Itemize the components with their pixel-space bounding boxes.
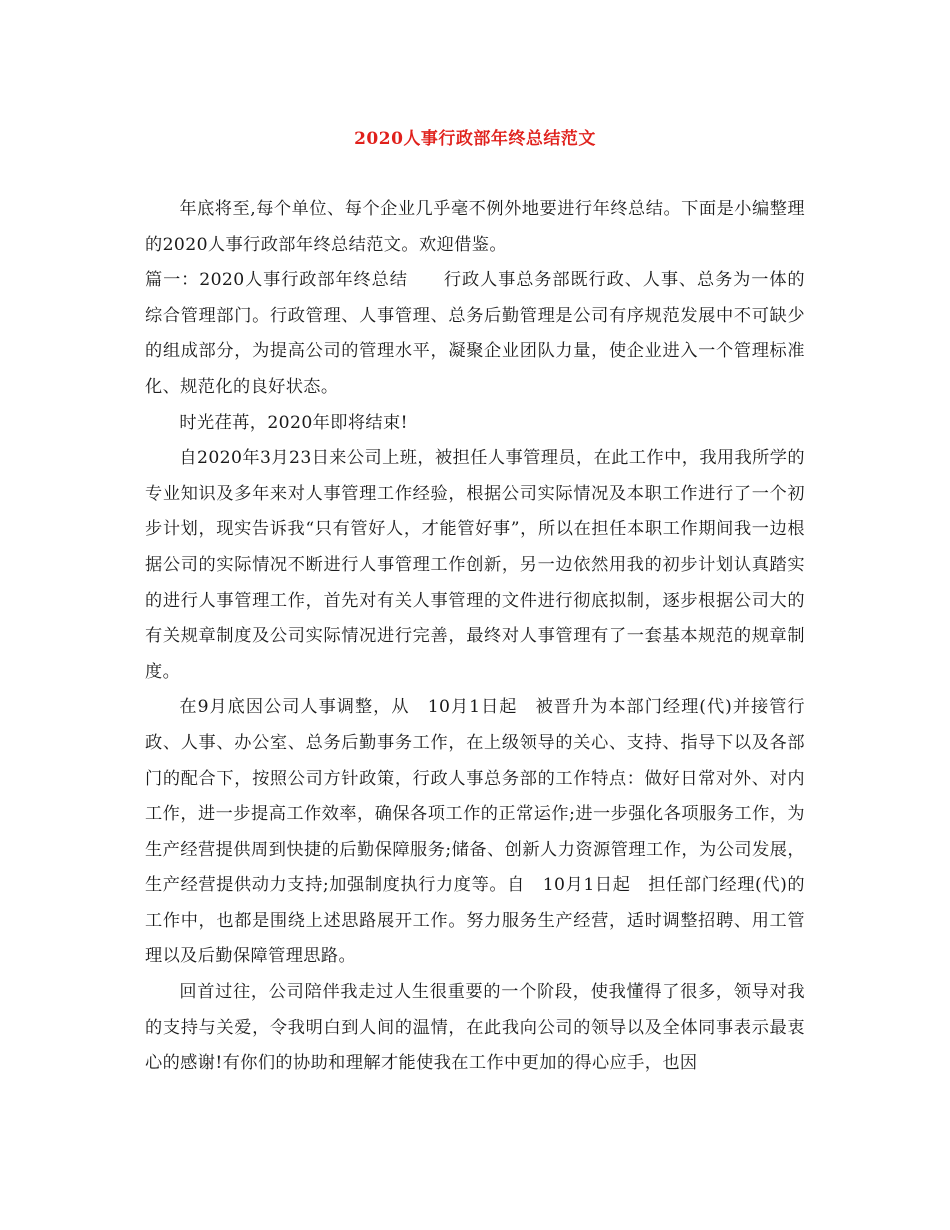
paragraph-promotion: 在9月底因公司人事调整，从 10月1日起 被晋升为本部门经理(代)并接管行政、人事、办公室、总务后勤事务工作，在上级领导的关心、支持、指导下以及各部门的配合下，按照公司方针政策，行政人事总务部的工作特点：做好日常对外、对内工作，进一步提高工作效率，确保各项工作的正常运作;进一步强化各项服务工作，为生产经营提供周到快捷的后勤保障服务;储备、创新人力资源管理工作，为公司发展，生产经营提供动力支持;加强制度执行力度等。自 10月1日起 担任部门经理(代)的工作中，也都是围绕上述思路展开工作。努力服务生产经营，适时调整招聘、用工管理以及后勤保障管理思路。 xyxy=(145,697,805,967)
paragraph-intro: 年底将至,每个单位、每个企业几乎毫不例外地要进行年终总结。下面是小编整理的2020人事行政部年终总结范文。欢迎借鉴。 xyxy=(145,199,805,255)
paragraph-reflection: 回首过往，公司陪伴我走过人生很重要的一个阶段，使我懂得了很多，领导对我的支持与关爱，令我明白到人间的温情，在此我向公司的领导以及全体同事表示最衷心的感谢!有你们的协助和理解才能使我在工作中更加的得心应手，也因 xyxy=(145,982,805,1074)
paragraph-hr-work: 自2020年3月23日来公司上班，被担任人事管理员，在此工作中，我用我所学的专业知识及多年来对人事管理工作经验，根据公司实际情况及本职工作进行了一个初步计划，现实告诉我“只有管好人，才能管好事”，所以在担任本职工作期间我一边根据公司的实际情况不断进行人事管理工作创新，另一边依然用我的初步计划认真踏实的进行人事管理工作，首先对有关人事管理的文件进行彻底拟制，逐步根据公司大的有关规章制度及公司实际情况进行完善，最终对人事管理有了一套基本规范的规章制度。 xyxy=(145,448,805,682)
document-title: 2020人事行政部年终总结范文 xyxy=(354,129,596,149)
paragraph-part-one: 篇一：2020人事行政部年终总结 行政人事总务部既行政、人事、总务为一体的综合管理部门。行政管理、人事管理、总务后勤管理是公司有序规范发展中不可缺少的组成部分，为提高公司的管理水平，凝聚企业团队力量，使企业进入一个管理标准化、规范化的良好状态。 xyxy=(145,270,805,397)
paragraph-time-passes: 时光荏苒，2020年即将结束! xyxy=(179,412,408,433)
document-body xyxy=(145,192,805,1082)
